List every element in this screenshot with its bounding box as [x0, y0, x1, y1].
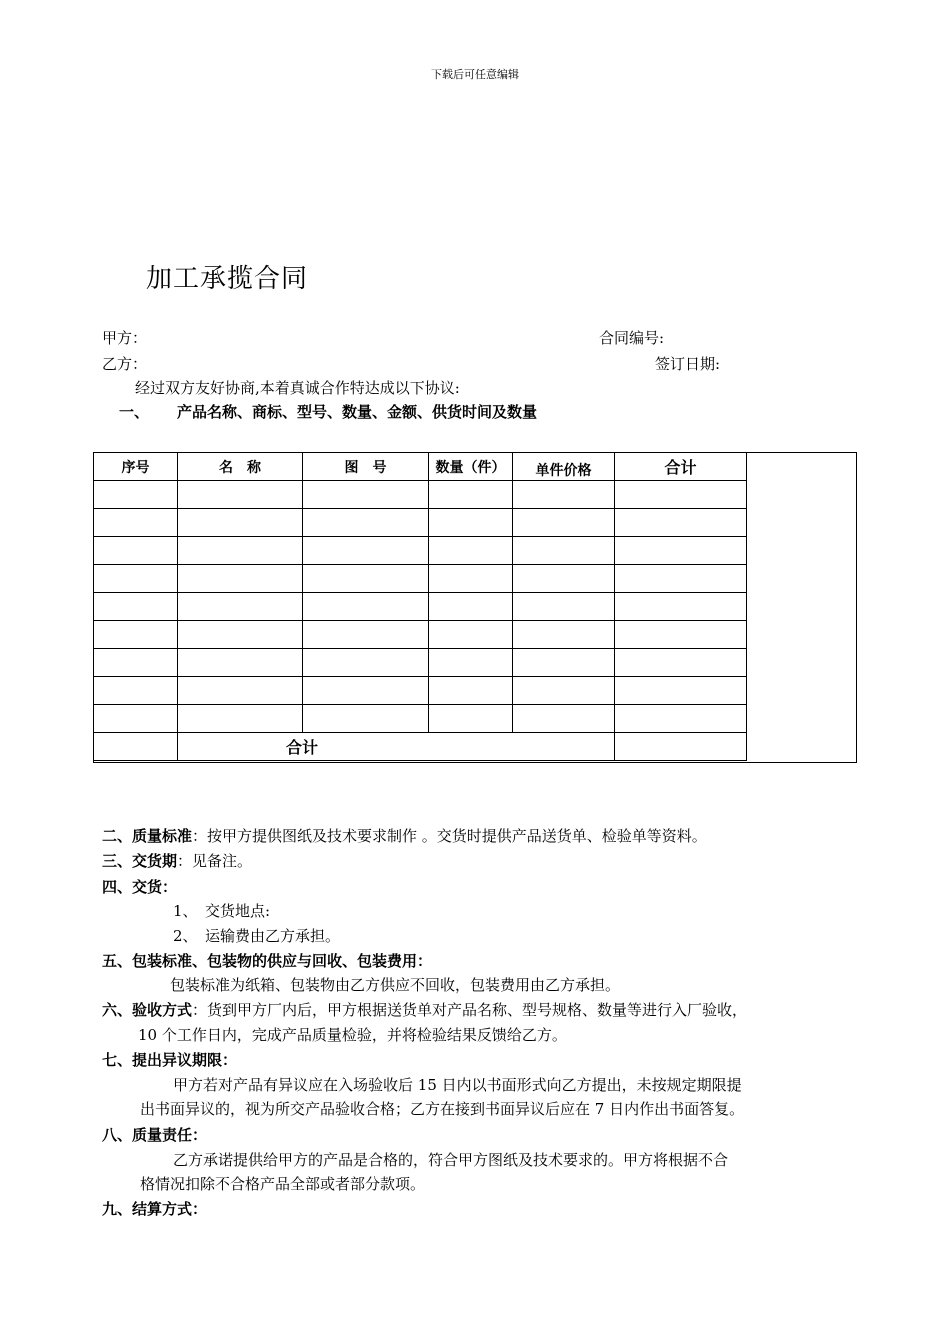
document-title: 加工承揽合同 [146, 264, 309, 294]
section6 [102, 999, 747, 1020]
header-total: 合计 [615, 453, 747, 481]
section5-body: 包装标准为纸箱、包装物由乙方供应不回收，包装费用由乙方承担。 [170, 976, 621, 994]
table-row [94, 649, 747, 677]
party-a-label: 甲方： [102, 329, 148, 347]
section7-line-1: 甲方若对产品有异议应在入场验收后 15 日内以书面形式向乙方提出，未按规定期限提 [173, 1076, 742, 1094]
section9-label: 九、结算方式 [102, 1200, 193, 1218]
table-row [94, 481, 747, 509]
header-drawing-no: 图 号 [303, 453, 429, 481]
section3 [102, 850, 252, 871]
section4-item-1: 1、 交货地点: [173, 902, 271, 920]
section1-number: 一、 [119, 403, 150, 421]
section6-label: 六、验收方式 [102, 1001, 193, 1019]
section2-text: ：按甲方提供图纸及技术要求制作 。交货时提供产品送货单、检验单等资料。 [192, 827, 707, 845]
section5 [102, 950, 432, 971]
intro-text: 经过双方友好协商,本着真诚合作特达成以下协议: [135, 379, 460, 397]
table-row [94, 621, 747, 649]
total-label: 合计 [178, 733, 615, 761]
section7-colon: ： [222, 1051, 238, 1069]
section3-label: 三、交货期 [102, 852, 178, 870]
table-row [94, 565, 747, 593]
section4 [102, 876, 177, 897]
section6-text: ：货到甲方厂内后，甲方根据送货单对产品名称、型号规格、数量等进行入厂验收， [192, 1001, 748, 1019]
table-total-row [94, 733, 747, 761]
product-table [93, 452, 747, 761]
section8-line-1: 乙方承诺提供给甲方的产品是合格的，符合甲方图纸及技术要求的。甲方将根据不合 [173, 1151, 729, 1169]
section4-colon: ： [162, 878, 178, 896]
section2-label: 二、质量标准 [102, 827, 193, 845]
table-row [94, 537, 747, 565]
header-quantity: 数量（件） [429, 453, 513, 481]
section9 [102, 1198, 207, 1219]
section2 [102, 825, 707, 846]
party-b-label: 乙方： [102, 355, 148, 373]
section1-heading: 产品名称、商标、型号、数量、金额、供货时间及数量 [177, 403, 538, 421]
table-row [94, 509, 747, 537]
header-index: 序号 [94, 453, 178, 481]
section8 [102, 1124, 207, 1145]
section4-item-2: 2、 运输费由乙方承担。 [173, 927, 341, 945]
sign-date-label: 签订日期: [655, 355, 721, 373]
header-unit-price: 单件价格 [513, 453, 615, 481]
section4-label: 四、交货 [102, 878, 163, 896]
section8-colon: ： [192, 1126, 208, 1144]
section7-label: 七、提出异议期限 [102, 1051, 223, 1069]
header-note: 下载后可任意编辑 [431, 68, 519, 81]
section9-colon: ： [192, 1200, 208, 1218]
section6-body: 10 个工作日内，完成产品质量检验，并将检验结果反馈给乙方。 [138, 1026, 567, 1044]
section5-colon: ： [417, 952, 433, 970]
table-header-row [94, 453, 747, 481]
section7 [102, 1049, 237, 1070]
contract-no-label: 合同编号: [599, 329, 665, 347]
table-row [94, 593, 747, 621]
section5-label: 五、包装标准、包装物的供应与回收、包装费用 [102, 952, 418, 970]
section3-text: ：见备注。 [177, 852, 253, 870]
table-row [94, 705, 747, 733]
section7-line-2: 出书面异议的，视为所交产品验收合格；乙方在接到书面异议后应在 7 日内作出书面答复。 [140, 1100, 745, 1118]
header-name: 名 称 [178, 453, 303, 481]
section8-line-2: 格情况扣除不合格产品全部或者部分款项。 [140, 1175, 426, 1193]
section8-label: 八、质量责任 [102, 1126, 193, 1144]
table-row [94, 677, 747, 705]
